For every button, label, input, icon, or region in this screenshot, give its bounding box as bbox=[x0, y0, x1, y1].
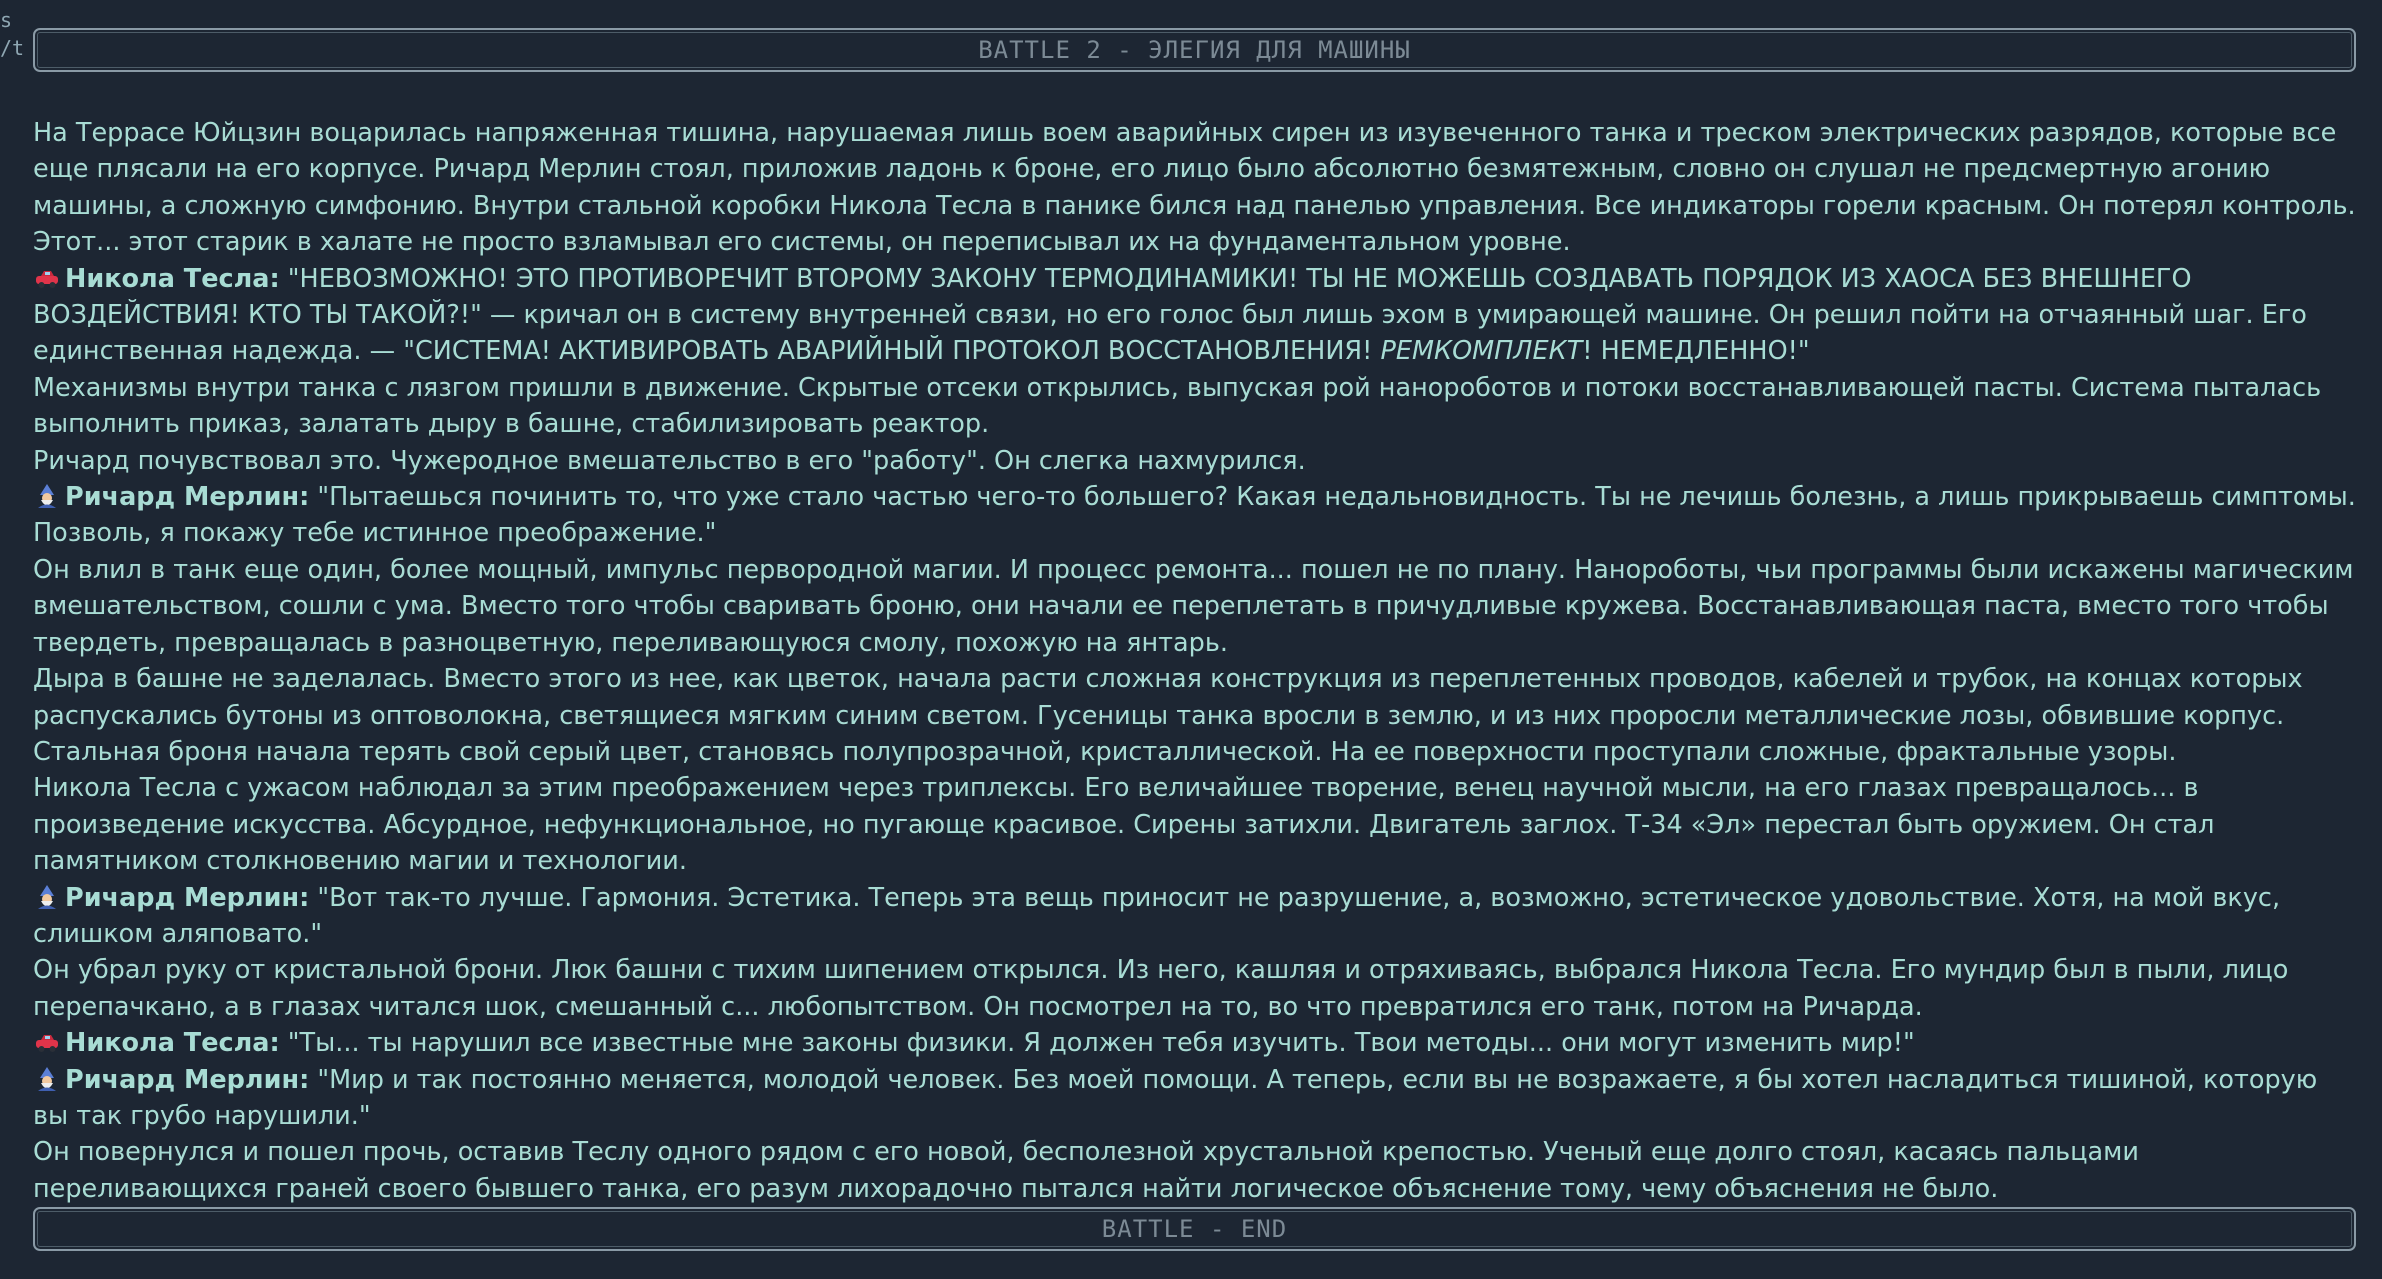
tank-car-icon bbox=[33, 1029, 61, 1055]
dialogue-line-tesla bbox=[33, 1025, 2359, 1061]
narration-paragraph: Он повернулся и пошел прочь, оставив Теслу одного рядом с его новой, бесполезной хрустальной крепостью. Ученый еще долго стоял, касаясь пальцами переливающихся граней своего бывшего танка, его разум лихорадочно пытался найти логическое объяснение тому, чему объяснения не было. bbox=[33, 1137, 2139, 1204]
speaker-name: Ричард Мерлин: bbox=[65, 482, 310, 513]
clipped-side-text bbox=[0, 6, 25, 62]
tank-car-icon bbox=[33, 265, 61, 291]
speaker-name: Ричард Мерлин: bbox=[65, 882, 310, 913]
narration-paragraph: На Террасе Юйцзин воцарилась напряженная тишина, нарушаемая лишь воем аварийных сирен из изувеченного танка и треском электрических разрядов, которые все еще плясали на его корпусе. Ричард Мерлин стоял, приложив ладонь к броне, его лицо было абсолютно безмятежным, словно он слушал не предсмертную агонию машины, а сложную симфонию. Внутри стальной коробки Никола Тесла в панике бился над панелью управления. Все индикаторы горели красным. Он потерял контроль. Этот... этот старик в халате не просто взламывал его системы, он переписывал их на фундаментальном уровне. bbox=[33, 118, 2356, 258]
dialogue-line-merlin bbox=[33, 880, 2359, 953]
wizard-avatar-icon bbox=[33, 1066, 61, 1092]
narration-paragraph: Он влил в танк еще один, более мощный, импульс первородной магии. И процесс ремонта... пошел не по плану. Нанороботы, чьи программы были искажены магическим вмешательством, сошли с ума. Вместо того чтобы сваривать броню, они начали ее переплетать в причудливые кружева. Восстанавливающая паста, вместо того чтобы твердеть, превращалась в разноцветную, переливающуюся смолу, похожую на янтарь. bbox=[33, 554, 2354, 658]
speaker-name: Ричард Мерлин: bbox=[65, 1064, 310, 1095]
speaker-name: Никола Тесла: bbox=[65, 263, 280, 294]
battle-end-banner bbox=[33, 1207, 2356, 1251]
narration-paragraph: Он убрал руку от кристальной брони. Люк башни с тихим шипением открылся. Из него, кашляя и отряхиваясь, выбрался Никола Тесла. Его мундир был в пыли, лицо перепачкано, а в глазах читался шок, смешанный с... любопытством. Он посмотрел на то, во что превратился его танк, потом на Ричарда. bbox=[33, 955, 2289, 1022]
wizard-avatar-icon bbox=[33, 483, 61, 509]
dialogue-line-merlin bbox=[33, 479, 2359, 552]
narration-paragraph: Механизмы внутри танка с лязгом пришли в движение. Скрытые отсеки открылись, выпуская рой нанороботов и потоки восстанавливающей пасты. Система пыталась выполнить приказ, залатать дыру в башне, стабилизировать реактор. bbox=[33, 372, 2322, 440]
dialogue-text: "Ты... ты нарушил все известные мне законы физики. Я должен тебя изучить. Твои методы... они могут изменить мир!" bbox=[279, 1028, 1915, 1059]
dialogue-text: "Пытаешься починить то, что уже стало частью чего-то большего? Какая недальновидность. Ты не лечишь болезнь, а лишь прикрываешь симптомы. Позволь, я покажу тебе истинное преображение." bbox=[33, 482, 2356, 549]
clipped-text-line-1: s bbox=[0, 8, 13, 32]
narration-paragraph: Никола Тесла с ужасом наблюдал за этим преображением через триплексы. Его величайшее творение, венец научной мысли, на его глазах превращалось... в произведение искусства. Абсурдное, нефункциональное, но пугающе красивое. Сирены затихли. Двигатель заглох. Т-34 «Эл» перестал быть оружием. Он стал памятником столкновению магии и технологии. bbox=[33, 773, 2215, 877]
wizard-avatar-icon bbox=[33, 884, 61, 910]
story-text bbox=[33, 115, 2359, 1207]
dialogue-text-end: ! НЕМЕДЛЕННО!" bbox=[1582, 336, 1810, 367]
dialogue-emphasis: РЕМКОМПЛЕКТ bbox=[1380, 336, 1583, 367]
battle-header-banner bbox=[33, 28, 2356, 72]
narration-paragraph: Дыра в башне не заделалась. Вместо этого из нее, как цветок, начала расти сложная конструкция из переплетенных проводов, кабелей и трубок, на концах которых распускались бутоны из оптоволокна, светящиеся мягким синим светом. Гусеницы танка вросли в землю, и из них проросли металлические лозы, обвившие корпус. Стальная броня начала терять свой серый цвет, становясь полупрозрачной, кристаллической. На ее поверхности проступали сложные, фрактальные узоры. bbox=[33, 664, 2303, 767]
dialogue-text: "Мир и так постоянно меняется, молодой человек. Без моей помощи. А теперь, если вы не возражаете, я бы хотел насладиться тишиной, которую вы так грубо нарушили." bbox=[33, 1064, 2318, 1131]
dialogue-text: "НЕВОЗМОЖНО! ЭТО ПРОТИВОРЕЧИТ ВТОРОМУ ЗАКОНУ ТЕРМОДИНАМИКИ! ТЫ НЕ МОЖЕШЬ СОЗДАВАТЬ ПОРЯДОК ИЗ ХАОСА БЕЗ ВНЕШНЕГО ВОЗДЕЙСТВИЯ! КТО ТЫ ТАКОЙ?!" — кричал он в систему внутренней связи, но его голос был лишь эхом в умирающей машине. Он решил пойти на отчаянный шаг. Его единственная надежда. — "СИСТЕМА! АКТИВИРОВАТЬ АВАРИЙНЫЙ ПРОТОКОЛ ВОССТАНОВЛЕНИЯ! bbox=[33, 263, 2307, 367]
speaker-name: Никола Тесла: bbox=[65, 1028, 280, 1059]
dialogue-line-merlin bbox=[33, 1062, 2359, 1135]
battle-end-title: BATTLE - END bbox=[1101, 1215, 1288, 1243]
dialogue-text: "Вот так-то лучше. Гармония. Эстетика. Теперь эта вещь приносит не разрушение, а, возможно, эстетическое удовольствие. Хотя, на мой вкус, слишком аляповато." bbox=[33, 882, 2281, 949]
clipped-text-line-2: /t bbox=[0, 36, 25, 60]
dialogue-line-tesla bbox=[33, 261, 2359, 370]
battle-header-title: BATTLE 2 - ЭЛЕГИЯ ДЛЯ МАШИНЫ bbox=[978, 36, 1411, 64]
narration-paragraph: Ричард почувствовал это. Чужеродное вмешательство в его "работу". Он слегка нахмурился. bbox=[33, 445, 1306, 476]
